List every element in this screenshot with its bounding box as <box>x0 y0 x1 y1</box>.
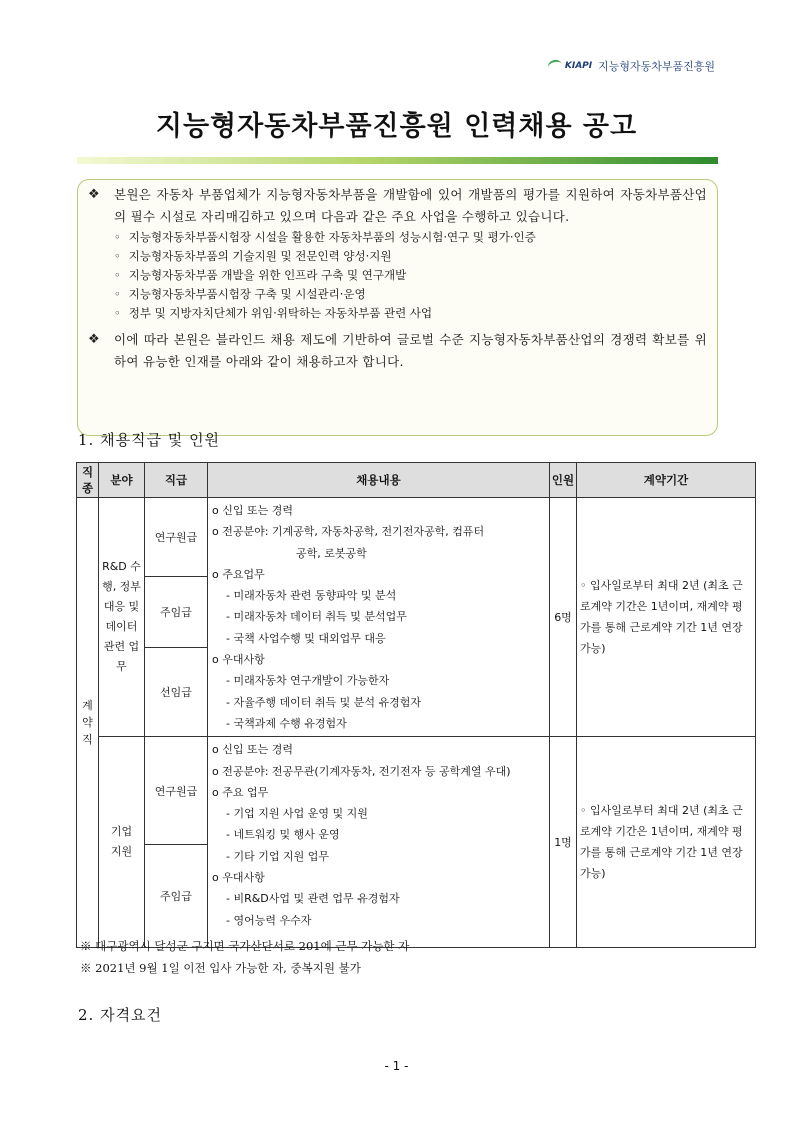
content-line: o 우대사항 <box>212 871 265 885</box>
content-line: - 기타 기업 지원 업무 <box>226 849 329 863</box>
content-line: o 신입 또는 경력 <box>212 504 293 517</box>
table-row <box>77 498 756 577</box>
header-count: 인원 <box>550 463 577 498</box>
period-cell-biz: ◦ 입사일로부터 최대 2년 (최초 근로계약 기간은 1년이며, 재계약 평가를 통해 근로계약 기간 1년 연장 가능) <box>577 737 756 948</box>
grade-cell: 선임급 <box>145 648 208 737</box>
diamond-bullet-icon: ❖ <box>88 332 100 347</box>
notes <box>80 935 409 979</box>
kiapi-logo-icon <box>548 60 592 72</box>
header-content: 채용내용 <box>208 463 550 498</box>
diamond-bullet-icon: ❖ <box>88 187 100 202</box>
list-item: ◦ 지능형자동차부품시험장 구축 및 시설관리·운영 <box>114 285 707 304</box>
count-cell-rnd: 6명 <box>550 498 577 737</box>
content-line: - 자율주행 데이터 취득 및 분석 유경험자 <box>226 695 421 709</box>
note-line: ※ 2021년 9월 1일 이전 입사 가능한 자, 중복지원 불가 <box>80 961 361 975</box>
header-type: 직종 <box>77 463 99 498</box>
header-grade: 직급 <box>145 463 208 498</box>
table-row <box>77 737 756 845</box>
logo-text: KIAPI <box>564 61 593 71</box>
header-period: 계약기간 <box>577 463 756 498</box>
list-item: ◦ 지능형자동차부품 개발을 위한 인프라 구축 및 연구개발 <box>114 266 707 285</box>
content-line: o 신입 또는 경력 <box>212 743 293 757</box>
content-line: - 네트워킹 및 행사 운영 <box>226 828 340 842</box>
grade-cell: 주임급 <box>145 845 208 948</box>
content-line: - 미래자동차 관련 동향파악 및 분석 <box>226 589 397 603</box>
grade-cell: 주임급 <box>145 576 208 648</box>
content-line: - 비R&D사업 및 관련 업무 유경험자 <box>226 892 400 906</box>
content-line: o 주요 업무 <box>212 785 269 799</box>
grade-cell: 연구원급 <box>145 737 208 845</box>
recruitment-table <box>76 462 756 948</box>
org-name: 지능형자동차부품진흥원 <box>598 60 715 73</box>
title-divider <box>77 157 718 164</box>
header-logo <box>548 58 715 74</box>
note-line: ※ 대구광역시 달성군 구지면 국가산단서로 201에 근무 가능한 자 <box>80 939 410 953</box>
content-line: - 미래자동차 연구개발이 가능한자 <box>226 674 390 688</box>
business-list <box>88 228 707 323</box>
section-heading-2: 2. 자격요건 <box>78 1006 163 1024</box>
count-cell-biz: 1명 <box>550 737 577 948</box>
intro-box <box>77 179 718 436</box>
header-field: 분야 <box>99 463 145 498</box>
intro-text-1: 본원은 자동차 부품업체가 지능형자동차부품을 개발함에 있어 개발품의 평가를 지원하여 자동차부품산업의 필수 시설로 자리매김하고 있으며 다음과 같은 주요 사업을 수행하고 있습니다. <box>114 187 707 224</box>
section-heading-1: 1. 채용직급 및 인원 <box>78 431 221 449</box>
grade-cell: 연구원급 <box>145 498 208 577</box>
content-cell-rnd <box>208 498 550 737</box>
content-line: - 미래자동차 데이터 취득 및 분석업무 <box>226 610 407 624</box>
period-cell-rnd: ◦ 입사일로부터 최대 2년 (최초 근로계약 기간은 1년이며, 재계약 평가를 통해 근로계약 기간 1년 연장 가능) <box>577 498 756 737</box>
content-line: - 국책과제 수행 유경험자 <box>226 716 347 730</box>
content-line: o 주요업무 <box>212 567 265 581</box>
job-type-cell: 계약직 <box>77 498 99 948</box>
list-item: ◦ 지능형자동차부품의 기술지원 및 전문인력 양성·지원 <box>114 247 707 266</box>
content-line: - 영어능력 우수자 <box>226 913 312 927</box>
list-item: ◦ 지능형자동차부품시험장 시설을 활용한 자동차부품의 성능시험·연구 및 평가·인증 <box>114 228 707 247</box>
intro-paragraph-2 <box>88 329 707 373</box>
content-line: o 전공분야: 기계공학, 자동차공학, 전기전자공학, 컴퓨터 <box>212 525 485 539</box>
intro-paragraph-1 <box>88 184 707 228</box>
field-cell-biz: 기업 지원 <box>99 737 145 948</box>
table-header-row <box>77 463 756 498</box>
content-line: o 우대사항 <box>212 653 265 667</box>
content-line: - 기업 지원 사업 운영 및 지원 <box>226 807 368 821</box>
intro-text-2: 이에 따라 본원은 블라인드 채용 제도에 기반하여 글로벌 수준 지능형자동차부품산업의 경쟁력 확보를 위하여 유능한 인재를 아래와 같이 채용하고자 합니다. <box>114 332 707 369</box>
content-line: - 국책 사업수행 및 대외업무 대응 <box>226 631 386 645</box>
page-number: - 1 - <box>384 1059 409 1073</box>
field-cell-rnd: R&D 수행, 정부 대응 및 데이터 관련 업무 <box>99 498 145 737</box>
content-line: 공학, 로봇공학 <box>296 546 367 560</box>
content-cell-biz <box>208 737 550 948</box>
page-title: 지능형자동차부품진흥원 인력채용 공고 <box>155 111 638 142</box>
list-item: ◦ 정부 및 지방자치단체가 위임·위탁하는 자동차부품 관련 사업 <box>114 304 707 323</box>
content-line: o 전공분야: 전공무관(기계자동차, 전기전자 등 공학계열 우대) <box>212 764 511 778</box>
